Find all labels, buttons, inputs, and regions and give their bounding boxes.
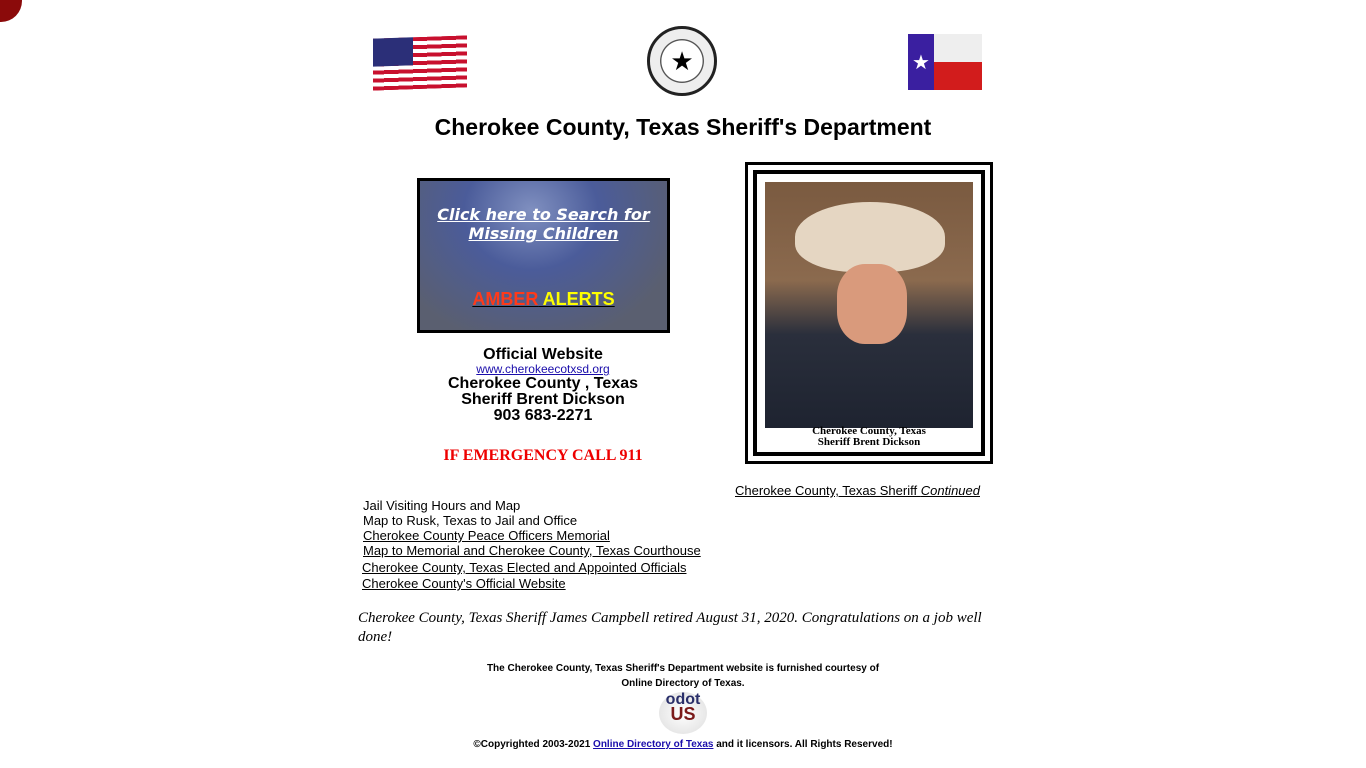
amber-text: AMBER [472, 289, 539, 309]
contact-info [418, 347, 668, 424]
link-peace-officers-memorial[interactable]: Cherokee County Peace Officers Memorial [363, 528, 610, 543]
copyright-suffix: and it licensors. All Rights Reserved! [713, 739, 893, 750]
copyright [0, 737, 1366, 752]
footer-courtesy [0, 661, 1366, 691]
retirement-notice: Cherokee County, Texas Sheriff James Campbell retired August 31, 2020. Congratulations on a job well done! [358, 610, 982, 645]
sheriff-photo [765, 182, 973, 428]
alerts-text: ALERTS [538, 289, 615, 309]
photo-caption-line2: Sheriff Brent Dickson [817, 436, 921, 448]
amber-alerts-label[interactable] [420, 289, 667, 310]
continued-link-italic: Continued [920, 483, 980, 498]
emergency-notice: IF EMERGENCY CALL 911 [443, 447, 643, 464]
link-map-rusk[interactable]: Map to Rusk, Texas to Jail and Office [363, 513, 578, 528]
texas-flag-icon: ★ [908, 34, 982, 90]
link-map-memorial[interactable]: Map to Memorial and Cherokee County, Texas Courthouse [363, 543, 701, 558]
page-title: Cherokee County, Texas Sheriff's Department [434, 114, 932, 140]
photo-caption-line1: Cherokee County, Texas [812, 425, 926, 437]
footer-line2: Online Directory of Texas. [621, 678, 745, 689]
continued-link-text: Cherokee County, Texas Sheriff [735, 483, 921, 498]
links-list [363, 498, 701, 591]
logo-bottom-text: US [670, 704, 696, 724]
sheriff-continued-link[interactable] [735, 483, 980, 498]
website-link[interactable]: www.cherokeecotxsd.org [476, 362, 610, 376]
odot-logo[interactable] [659, 692, 707, 734]
phone-number: 903 683-2271 [493, 407, 593, 424]
missing-children-link[interactable]: Click here to Search for Missing Children [437, 205, 650, 243]
us-flag-icon [373, 35, 467, 90]
link-jail-visiting[interactable]: Jail Visiting Hours and Map [363, 498, 521, 513]
texas-county-seal-icon: ★ [647, 26, 717, 96]
link-county-website[interactable]: Cherokee County's Official Website [362, 576, 566, 591]
copyright-prefix: ©Copyrighted 2003-2021 [473, 739, 594, 750]
sheriff-photo-frame [745, 162, 993, 464]
link-elected-officials[interactable]: Cherokee County, Texas Elected and Appointed Officials [362, 560, 687, 575]
corner-decoration [0, 0, 22, 22]
county-name: Cherokee County , Texas [448, 375, 638, 392]
amber-alert-banner[interactable] [417, 178, 670, 333]
sheriff-name: Sheriff Brent Dickson [461, 391, 625, 408]
online-directory-link[interactable]: Online Directory of Texas [593, 739, 714, 750]
official-website-heading: Official Website [483, 346, 603, 363]
logo-top-text: odot [665, 691, 701, 708]
footer-line1: The Cherokee County, Texas Sheriff's Department website is furnished courtesy of [486, 663, 880, 674]
